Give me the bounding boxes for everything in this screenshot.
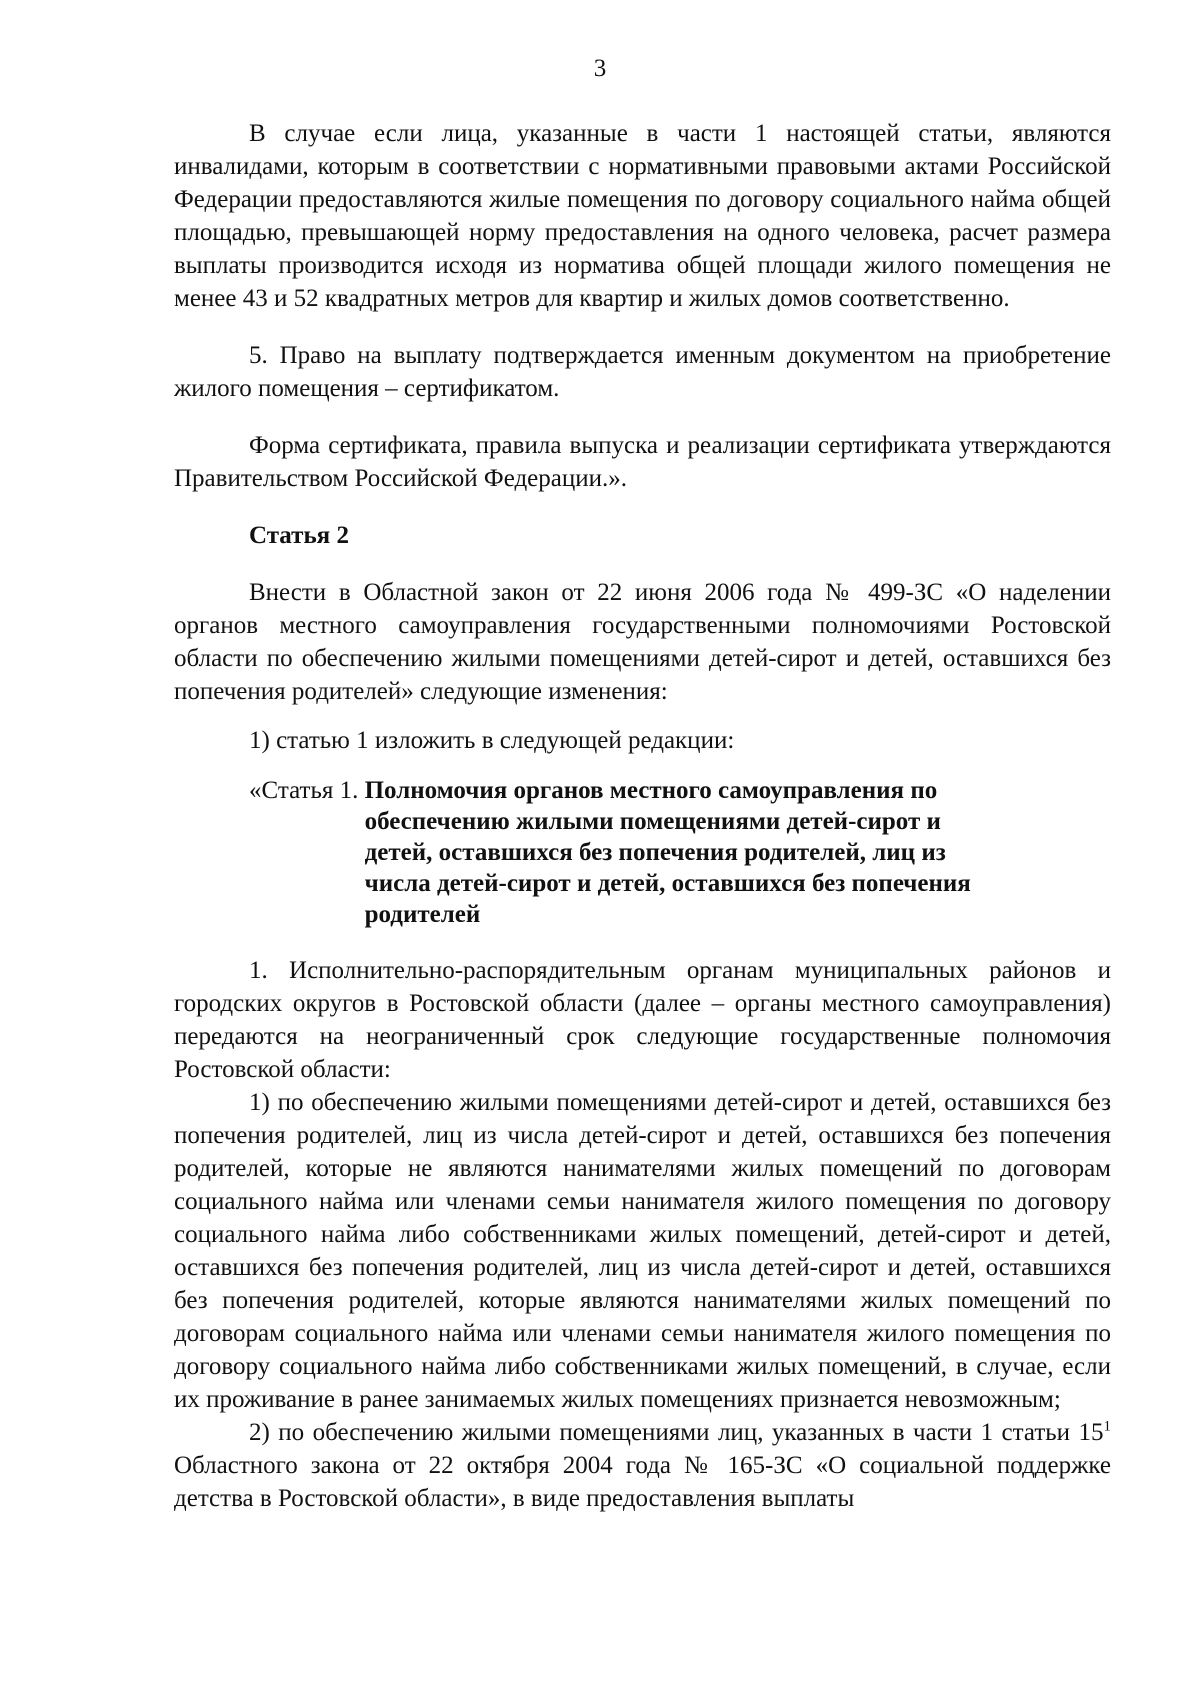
superscript-1: 1 bbox=[1103, 1418, 1111, 1435]
article-2-item-1: 1) статью 1 изложить в следующей редакции: bbox=[249, 727, 735, 754]
paragraph-certificate-form: Форма сертификата, правила выпуска и реализации сертификата утверждаются Правительством Российской Федерации.». bbox=[174, 432, 1111, 492]
paragraph-3-end: Областного закона от 22 октября 2004 года № 165-ЗС «О социальной поддержке детства в Ростовской области», в виде предоставления выплаты bbox=[174, 1452, 1111, 1512]
paragraph-3-start: 2) по обеспечению жилыми помещениями лиц, указанных в части 1 статьи 15 bbox=[249, 1419, 1104, 1446]
article-1-prefix: «Статья 1. bbox=[249, 777, 365, 804]
article-1-paragraph-2: 1) по обеспечению жилыми помещениями детей-сирот и детей, оставшихся без попечения родителей, лиц из числа детей-сирот и детей, оставшихся без попечения родителей, которые не являются нанимателями жилых помещений по договорам социального найма или членами семьи нанимателя жилого помещения по договору социального найма либо собственниками жилых помещений, детей-сирот и детей, оставшихся без попечения родителей, лиц из числа детей-сирот и детей, оставшихся без попечения родителей, которые являются нанимателями жилых помещений по договорам социального найма или членами семьи нанимателя жилого помещения по договору социального найма либо собственниками жилых помещений, в случае, если их проживание в ранее занимаемых жилых помещениях признается невозможным; bbox=[174, 1089, 1111, 1413]
article-1-title-block bbox=[174, 775, 1111, 930]
page-number: 3 bbox=[593, 55, 607, 82]
paragraph-disabled-persons: В случае если лица, указанные в части 1 настоящей статьи, являются инвалидами, которым в соответствии с нормативными правовыми актами Российской Федерации предоставляются жилые помещения по договору социального найма общей площадью, превышающей норму предоставления на одного человека, расчет размера выплаты производится исходя из норматива общей площади жилого помещения не менее 43 и 52 квадратных метров для квартир и жилых домов соответственно. bbox=[174, 120, 1111, 312]
paragraph-certificate-right: 5. Право на выплату подтверждается именным документом на приобретение жилого помещения – сертификатом. bbox=[174, 342, 1111, 402]
document-body bbox=[174, 117, 1111, 1515]
article-2-heading: Статья 2 bbox=[249, 522, 349, 549]
article-1-title: Полномочия органов местного самоуправления по обеспечению жилыми помещениями детей-сирот и детей, оставшихся без попечения родителей, лиц из числа детей-сирот и детей, оставшихся без попечения родителей bbox=[364, 777, 971, 928]
article-1-paragraph-3 bbox=[174, 1416, 1111, 1515]
article-2-intro: Внести в Областной закон от 22 июня 2006 года № 499-ЗС «О наделении органов местного самоуправления государственными полномочиями Ростовской области по обеспечению жилыми помещениями детей-сирот и детей, оставшихся без попечения родителей» следующие изменения: bbox=[174, 579, 1111, 705]
article-1-paragraph-1: 1. Исполнительно-распорядительным органам муниципальных районов и городских округов в Ростовской области (далее – органы местного самоуправления) передаются на неограниченный срок следующие государственные полномочия Ростовской области: bbox=[174, 957, 1111, 1083]
